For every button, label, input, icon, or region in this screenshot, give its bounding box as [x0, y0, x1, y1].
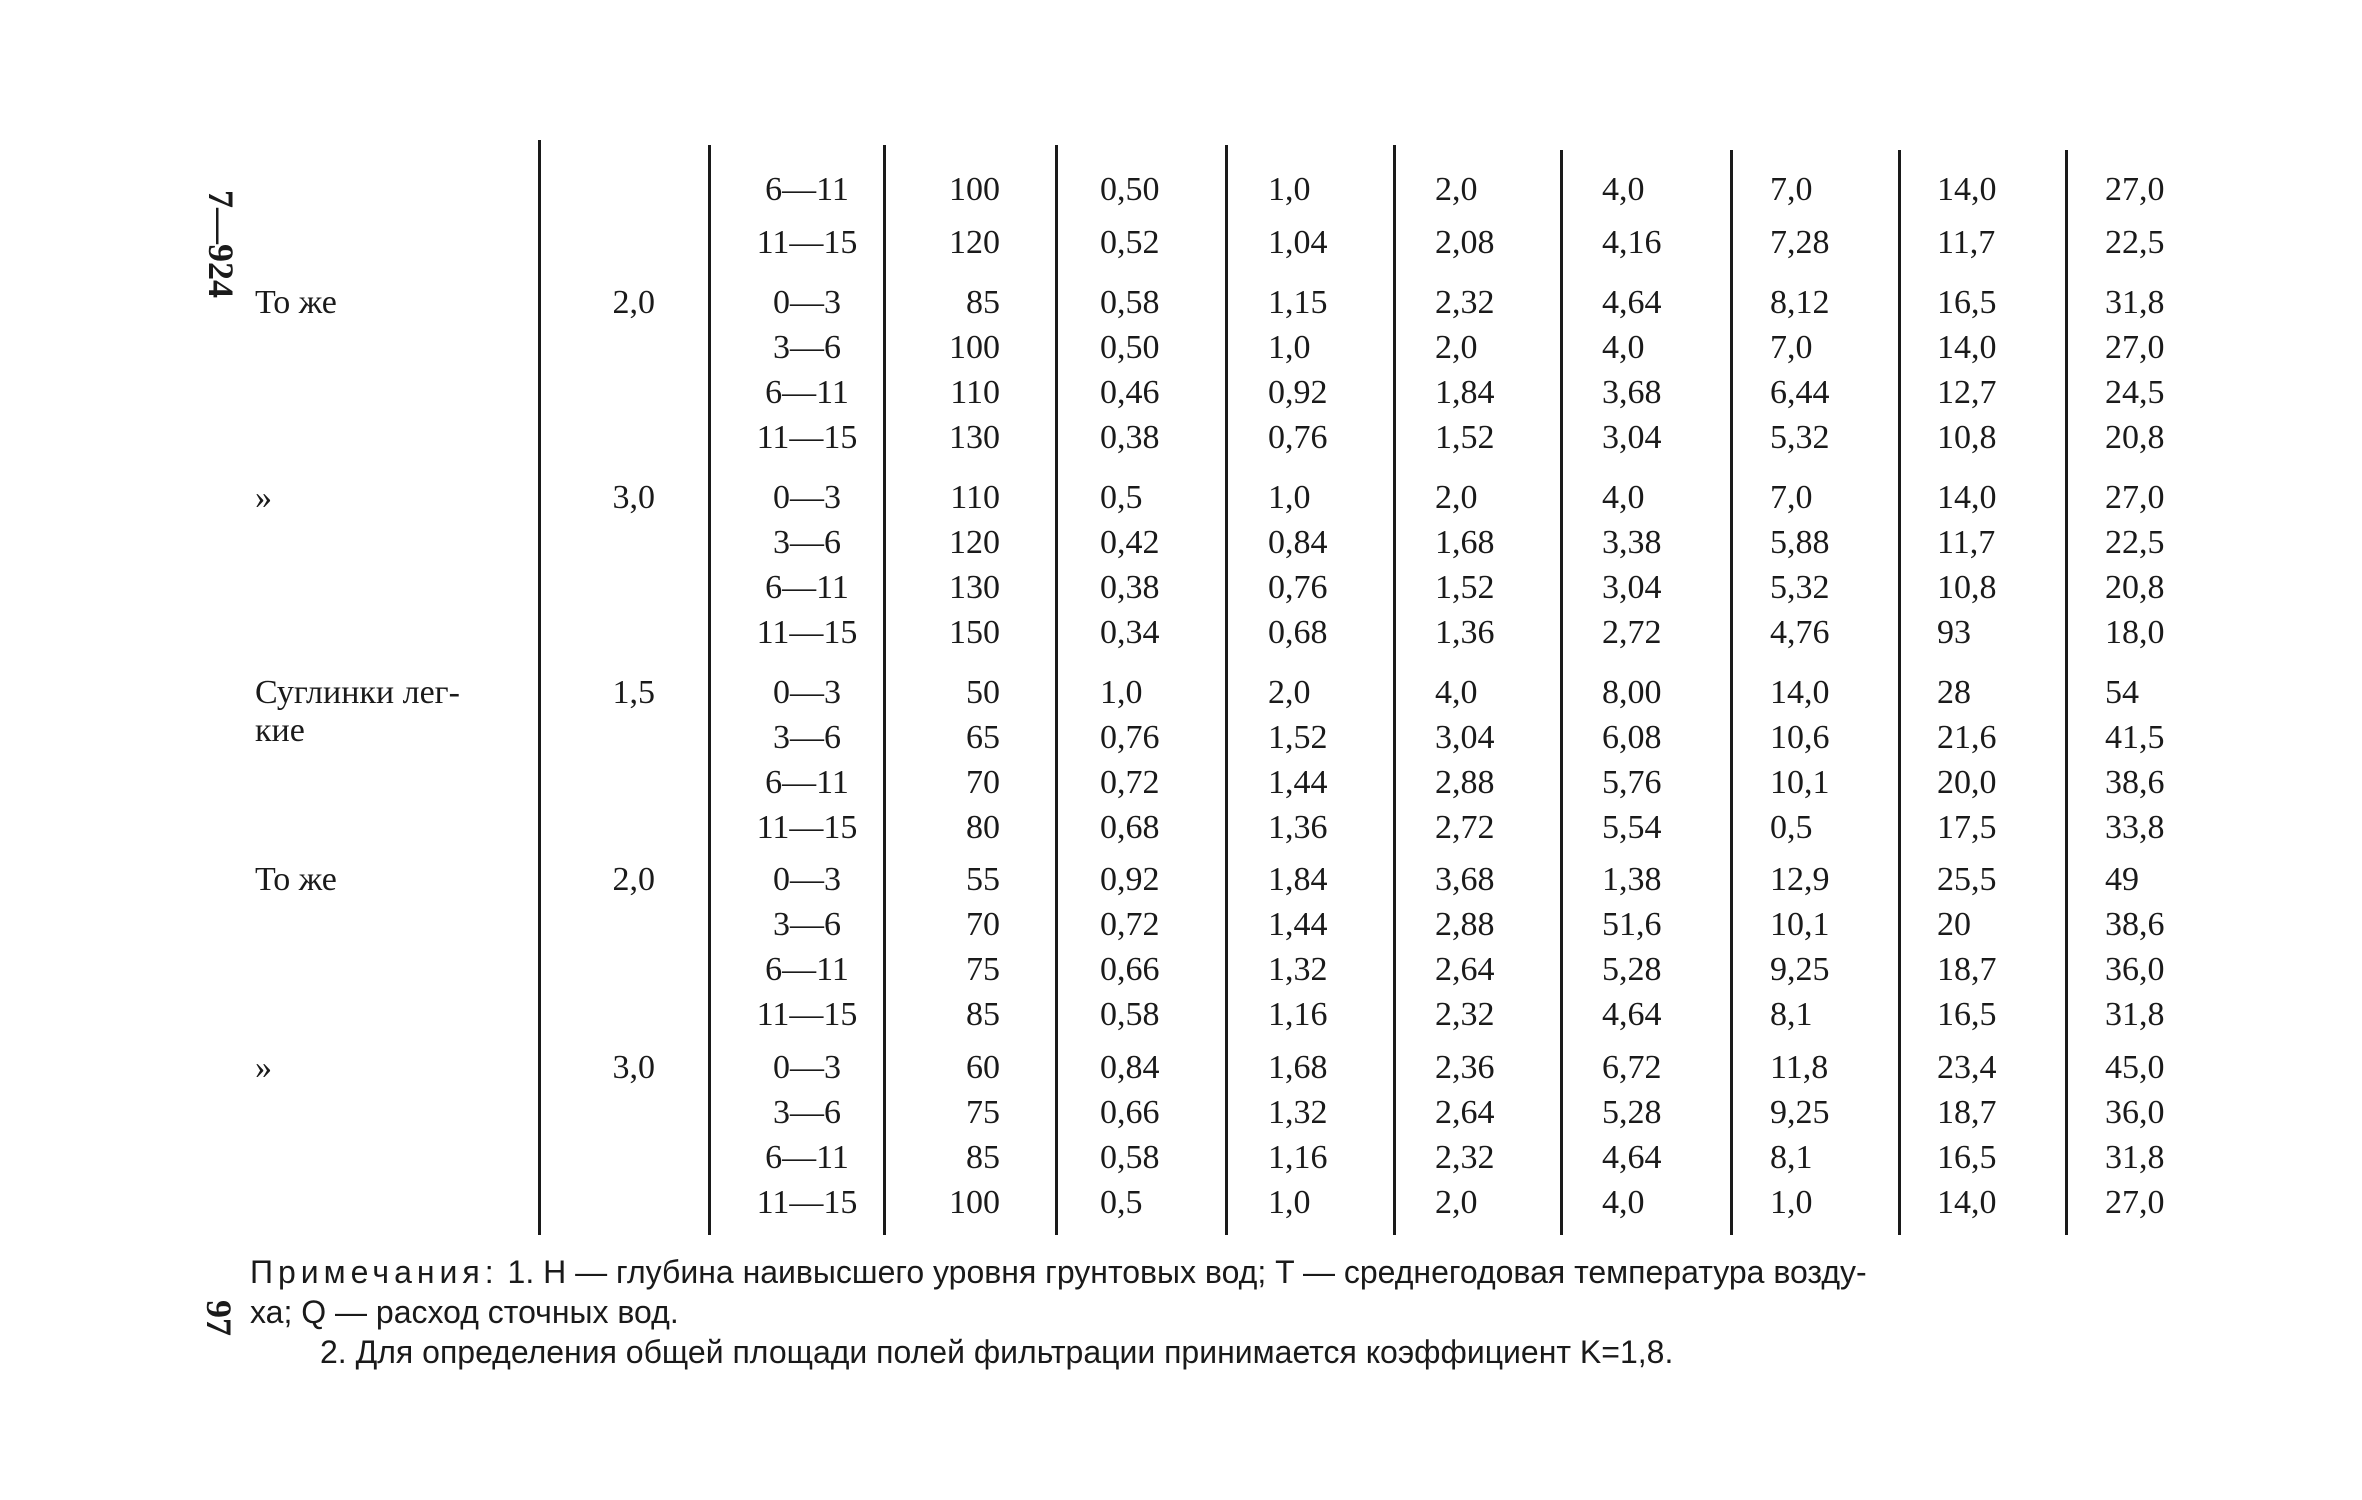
- area-value: 2,32: [1435, 996, 1495, 1033]
- area-value: 6,72: [1602, 1049, 1662, 1086]
- row-name: [255, 716, 525, 760]
- norm-value: 110: [950, 479, 1000, 516]
- notes-label: Примечания:: [250, 1254, 499, 1290]
- area-value: 27,0: [2105, 329, 2165, 366]
- table-row: [0, 1091, 2362, 1135]
- row-name: »: [255, 1049, 272, 1086]
- temperature-range: 11—15: [756, 614, 858, 651]
- norm-value: 75: [966, 1094, 1000, 1131]
- area-value: 0,42: [1100, 524, 1160, 561]
- row-name: То же: [255, 861, 337, 898]
- area-value: 3,68: [1435, 861, 1495, 898]
- area-value: 1,52: [1435, 569, 1495, 606]
- norm-value: 120: [949, 224, 1000, 261]
- area-value: 5,88: [1770, 524, 1830, 561]
- temperature-range: 0—3: [773, 1049, 841, 1086]
- area-value: 10,8: [1937, 419, 1997, 456]
- row-name: »: [255, 479, 272, 516]
- area-value: 4,0: [1435, 674, 1478, 711]
- area-value: 0,46: [1100, 374, 1160, 411]
- area-value: 1,0: [1268, 1184, 1311, 1221]
- norm-value: 70: [966, 764, 1000, 801]
- area-value: 1,0: [1268, 479, 1311, 516]
- area-value: 8,12: [1770, 284, 1830, 321]
- depth-value: 3,0: [612, 479, 655, 516]
- area-value: 2,88: [1435, 764, 1495, 801]
- area-value: 27,0: [2105, 1184, 2165, 1221]
- area-value: 31,8: [2105, 1139, 2165, 1176]
- table-row: [0, 476, 2362, 520]
- area-value: 5,54: [1602, 809, 1662, 846]
- area-value: 5,28: [1602, 951, 1662, 988]
- area-value: 0,66: [1100, 1094, 1160, 1131]
- area-value: 3,38: [1602, 524, 1662, 561]
- area-value: 2,72: [1435, 809, 1495, 846]
- area-value: 1,32: [1268, 951, 1328, 988]
- area-value: 4,0: [1602, 171, 1645, 208]
- area-value: 10,6: [1770, 719, 1830, 756]
- norm-value: 65: [966, 719, 1000, 756]
- area-value: 33,8: [2105, 809, 2165, 846]
- area-value: 5,76: [1602, 764, 1662, 801]
- area-value: 20: [1937, 906, 1971, 943]
- temperature-range: 11—15: [756, 1184, 858, 1221]
- area-value: 28: [1937, 674, 1971, 711]
- area-value: 16,5: [1937, 996, 1997, 1033]
- area-value: 14,0: [1937, 171, 1997, 208]
- norm-value: 85: [966, 996, 1000, 1033]
- area-value: 16,5: [1937, 284, 1997, 321]
- area-value: 0,52: [1100, 224, 1160, 261]
- row-name: [255, 611, 525, 655]
- norm-value: 85: [966, 1139, 1000, 1176]
- row-name: [255, 993, 525, 1037]
- area-value: 0,58: [1100, 1139, 1160, 1176]
- table-row: [0, 416, 2362, 460]
- temperature-range: 6—11: [765, 374, 849, 411]
- area-value: 20,0: [1937, 764, 1997, 801]
- table-row: [0, 806, 2362, 850]
- page-code: 7—924: [201, 190, 241, 298]
- area-value: 0,38: [1100, 569, 1160, 606]
- area-value: 2,36: [1435, 1049, 1495, 1086]
- area-value: 0,66: [1100, 951, 1160, 988]
- area-value: 1,52: [1435, 419, 1495, 456]
- area-value: 2,0: [1268, 674, 1311, 711]
- temperature-range: 3—6: [773, 524, 841, 561]
- temperature-range: 6—11: [765, 171, 849, 208]
- area-value: 0,76: [1100, 719, 1160, 756]
- area-value: 1,44: [1268, 906, 1328, 943]
- area-value: 1,44: [1268, 764, 1328, 801]
- area-value: 20,8: [2105, 569, 2165, 606]
- area-value: 1,84: [1435, 374, 1495, 411]
- table-row: [0, 903, 2362, 947]
- depth-value: [565, 521, 655, 565]
- table-row: [0, 858, 2362, 902]
- depth-value: [565, 761, 655, 805]
- area-value: 1,36: [1435, 614, 1495, 651]
- area-value: 1,16: [1268, 996, 1328, 1033]
- row-name: [255, 371, 525, 415]
- depth-value: [565, 903, 655, 947]
- area-value: 1,68: [1268, 1049, 1328, 1086]
- area-value: 8,1: [1770, 1139, 1813, 1176]
- area-value: 38,6: [2105, 764, 2165, 801]
- area-value: 51,6: [1602, 906, 1662, 943]
- area-value: 14,0: [1937, 1184, 1997, 1221]
- area-value: 4,64: [1602, 284, 1662, 321]
- temperature-range: 3—6: [773, 1094, 841, 1131]
- area-value: 38,6: [2105, 906, 2165, 943]
- area-value: 1,52: [1268, 719, 1328, 756]
- temperature-range: 11—15: [756, 419, 858, 456]
- area-value: 21,6: [1937, 719, 1997, 756]
- area-value: 25,5: [1937, 861, 1997, 898]
- norm-value: 75: [966, 951, 1000, 988]
- area-value: 18,7: [1937, 1094, 1997, 1131]
- area-value: 0,68: [1268, 614, 1328, 651]
- area-value: 2,64: [1435, 951, 1495, 988]
- area-value: 24,5: [2105, 374, 2165, 411]
- area-value: 4,0: [1602, 1184, 1645, 1221]
- row-name: [255, 326, 525, 370]
- area-value: 2,88: [1435, 906, 1495, 943]
- area-value: 7,0: [1770, 479, 1813, 516]
- row-name: То же: [255, 284, 337, 321]
- table-row: [0, 371, 2362, 415]
- row-name: [255, 168, 525, 212]
- area-value: 0,58: [1100, 284, 1160, 321]
- depth-value: 1,5: [612, 674, 655, 711]
- notes-text-1: 1. H — глубина наивысшего уровня грунтовых вод; T — среднегодовая температура возду-: [507, 1254, 1867, 1290]
- area-value: 36,0: [2105, 951, 2165, 988]
- norm-value: 120: [949, 524, 1000, 561]
- area-value: 31,8: [2105, 996, 2165, 1033]
- area-value: 7,28: [1770, 224, 1830, 261]
- area-value: 0,50: [1100, 171, 1160, 208]
- depth-value: [565, 326, 655, 370]
- area-value: 12,7: [1937, 374, 1997, 411]
- depth-value: [565, 1136, 655, 1180]
- norm-value: 100: [949, 1184, 1000, 1221]
- depth-value: [565, 371, 655, 415]
- norm-value: 100: [949, 171, 1000, 208]
- row-name: [255, 416, 525, 460]
- area-value: 0,50: [1100, 329, 1160, 366]
- norm-value: 110: [950, 374, 1000, 411]
- norm-value: 100: [949, 329, 1000, 366]
- table-row: [0, 993, 2362, 1037]
- area-value: 93: [1937, 614, 1971, 651]
- temperature-range: 6—11: [765, 1139, 849, 1176]
- table-row: [0, 1136, 2362, 1180]
- depth-value: 2,0: [612, 861, 655, 898]
- row-name: Суглинки лег-: [255, 674, 460, 711]
- notes-line-3: 2. Для определения общей площади полей фильтрации принимается коэффициент K=1,8.: [320, 1334, 1674, 1370]
- norm-value: 50: [966, 674, 1000, 711]
- area-value: 5,32: [1770, 419, 1830, 456]
- depth-value: [565, 611, 655, 655]
- area-value: 20,8: [2105, 419, 2165, 456]
- area-value: 10,1: [1770, 906, 1830, 943]
- area-value: 0,58: [1100, 996, 1160, 1033]
- area-value: 14,0: [1937, 329, 1997, 366]
- area-value: 4,0: [1602, 329, 1645, 366]
- table-row: [0, 1046, 2362, 1090]
- area-value: 0,5: [1770, 809, 1813, 846]
- row-name: [255, 1136, 525, 1180]
- area-value: 10,8: [1937, 569, 1997, 606]
- area-value: 4,16: [1602, 224, 1662, 261]
- area-value: 0,84: [1268, 524, 1328, 561]
- temperature-range: 3—6: [773, 906, 841, 943]
- norm-value: 150: [949, 614, 1000, 651]
- area-value: 1,04: [1268, 224, 1328, 261]
- area-value: 0,68: [1100, 809, 1160, 846]
- area-value: 2,0: [1435, 1184, 1478, 1221]
- table-row: [0, 521, 2362, 565]
- area-value: 49: [2105, 861, 2139, 898]
- table-row: [0, 221, 2362, 265]
- area-value: 0,76: [1268, 569, 1328, 606]
- depth-value: [565, 566, 655, 610]
- depth-value: [565, 716, 655, 760]
- temperature-range: 11—15: [756, 809, 858, 846]
- norm-value: 60: [966, 1049, 1000, 1086]
- area-value: 9,25: [1770, 1094, 1830, 1131]
- area-value: 11,8: [1770, 1049, 1829, 1086]
- depth-value: 3,0: [612, 1049, 655, 1086]
- table-row: [0, 326, 2362, 370]
- norm-value: 55: [966, 861, 1000, 898]
- area-value: 17,5: [1937, 809, 1997, 846]
- area-value: 2,64: [1435, 1094, 1495, 1131]
- area-value: 2,32: [1435, 1139, 1495, 1176]
- area-value: 12,9: [1770, 861, 1830, 898]
- row-name: [255, 806, 525, 850]
- area-value: 8,1: [1770, 996, 1813, 1033]
- depth-value: [565, 1181, 655, 1225]
- temperature-range: 6—11: [765, 764, 849, 801]
- area-value: 2,72: [1602, 614, 1662, 651]
- temperature-range: 0—3: [773, 479, 841, 516]
- area-value: 14,0: [1770, 674, 1830, 711]
- area-value: 7,0: [1770, 171, 1813, 208]
- area-value: 1,36: [1268, 809, 1328, 846]
- area-value: 1,0: [1268, 329, 1311, 366]
- depth-value: 2,0: [612, 284, 655, 321]
- area-value: 22,5: [2105, 524, 2165, 561]
- area-value: 8,00: [1602, 674, 1662, 711]
- area-value: 0,5: [1100, 479, 1143, 516]
- area-value: 1,84: [1268, 861, 1328, 898]
- area-value: 41,5: [2105, 719, 2165, 756]
- area-value: 4,0: [1602, 479, 1645, 516]
- area-value: 16,5: [1937, 1139, 1997, 1176]
- area-value: 1,15: [1268, 284, 1328, 321]
- table-row: [0, 716, 2362, 760]
- depth-value: [565, 993, 655, 1037]
- row-name: [255, 948, 525, 992]
- area-value: 36,0: [2105, 1094, 2165, 1131]
- area-value: 4,64: [1602, 996, 1662, 1033]
- area-value: 0,38: [1100, 419, 1160, 456]
- area-value: 11,7: [1937, 524, 1996, 561]
- norm-value: 130: [949, 569, 1000, 606]
- area-value: 6,08: [1602, 719, 1662, 756]
- area-value: 0,76: [1268, 419, 1328, 456]
- norm-value: 80: [966, 809, 1000, 846]
- table-row: [0, 611, 2362, 655]
- temperature-range: 11—15: [756, 224, 858, 261]
- table-row: [0, 948, 2362, 992]
- temperature-range: 0—3: [773, 861, 841, 898]
- area-value: 14,0: [1937, 479, 1997, 516]
- norm-value: 130: [949, 419, 1000, 456]
- area-value: 9,25: [1770, 951, 1830, 988]
- temperature-range: 0—3: [773, 284, 841, 321]
- area-value: 27,0: [2105, 479, 2165, 516]
- table-row: [0, 1181, 2362, 1225]
- area-value: 0,72: [1100, 906, 1160, 943]
- area-value: 31,8: [2105, 284, 2165, 321]
- depth-value: [565, 168, 655, 212]
- norm-value: 70: [966, 906, 1000, 943]
- area-value: 22,5: [2105, 224, 2165, 261]
- temperature-range: 6—11: [765, 951, 849, 988]
- area-value: 2,0: [1435, 479, 1478, 516]
- table-row: [0, 566, 2362, 610]
- area-value: 0,5: [1100, 1184, 1143, 1221]
- area-value: 1,0: [1770, 1184, 1813, 1221]
- area-value: 0,84: [1100, 1049, 1160, 1086]
- depth-value: [565, 806, 655, 850]
- area-value: 18,0: [2105, 614, 2165, 651]
- row-name: [255, 761, 525, 805]
- area-value: 3,04: [1602, 419, 1662, 456]
- area-value: 3,04: [1602, 569, 1662, 606]
- depth-value: [565, 1091, 655, 1135]
- area-value: 4,64: [1602, 1139, 1662, 1176]
- area-value: 2,0: [1435, 329, 1478, 366]
- table-row: [0, 761, 2362, 805]
- row-name: [255, 1181, 525, 1225]
- row-name-continued: кие: [255, 712, 305, 749]
- area-value: 10,1: [1770, 764, 1830, 801]
- area-value: 18,7: [1937, 951, 1997, 988]
- temperature-range: 11—15: [756, 996, 858, 1033]
- depth-value: [565, 948, 655, 992]
- row-name: [255, 903, 525, 947]
- area-value: 1,0: [1100, 674, 1143, 711]
- area-value: 3,68: [1602, 374, 1662, 411]
- area-value: 0,34: [1100, 614, 1160, 651]
- area-value: 2,32: [1435, 284, 1495, 321]
- depth-value: [565, 416, 655, 460]
- area-value: 2,0: [1435, 171, 1478, 208]
- area-value: 45,0: [2105, 1049, 2165, 1086]
- table-row: [0, 281, 2362, 325]
- depth-value: [565, 221, 655, 265]
- row-name: [255, 221, 525, 265]
- row-name: [255, 566, 525, 610]
- notes-line-2: ха; Q — расход сточных вод.: [250, 1294, 679, 1330]
- area-value: 0,72: [1100, 764, 1160, 801]
- norm-value: 85: [966, 284, 1000, 321]
- area-value: 1,32: [1268, 1094, 1328, 1131]
- area-value: 1,68: [1435, 524, 1495, 561]
- area-value: 5,32: [1770, 569, 1830, 606]
- area-value: 3,04: [1435, 719, 1495, 756]
- area-value: 6,44: [1770, 374, 1830, 411]
- area-value: 4,76: [1770, 614, 1830, 651]
- page-number: 97: [199, 1300, 239, 1336]
- area-value: 0,92: [1100, 861, 1160, 898]
- row-name: [255, 521, 525, 565]
- area-value: 27,0: [2105, 171, 2165, 208]
- area-value: 5,28: [1602, 1094, 1662, 1131]
- area-value: 11,7: [1937, 224, 1996, 261]
- row-name: [255, 1091, 525, 1135]
- area-value: 7,0: [1770, 329, 1813, 366]
- area-value: 0,92: [1268, 374, 1328, 411]
- notes-line-1: [250, 1252, 2210, 1292]
- area-value: 23,4: [1937, 1049, 1997, 1086]
- area-value: 54: [2105, 674, 2139, 711]
- area-value: 1,16: [1268, 1139, 1328, 1176]
- area-value: 1,38: [1602, 861, 1662, 898]
- temperature-range: 3—6: [773, 329, 841, 366]
- temperature-range: 6—11: [765, 569, 849, 606]
- temperature-range: 0—3: [773, 674, 841, 711]
- table-row: [0, 168, 2362, 212]
- temperature-range: 3—6: [773, 719, 841, 756]
- area-value: 1,0: [1268, 171, 1311, 208]
- area-value: 2,08: [1435, 224, 1495, 261]
